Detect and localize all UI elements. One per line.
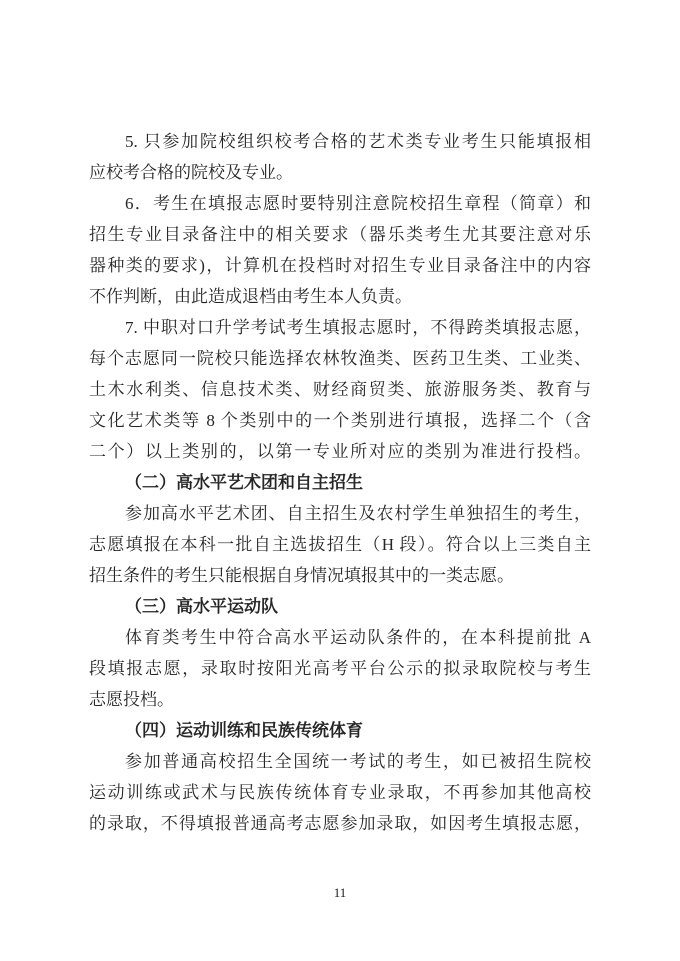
paragraph-line: 文化艺术类等 8 个类别中的一个类别进行填报，选择二个（含 [89,411,591,430]
paragraph-line: 7. 中职对口升学考试考生填报志愿时，不得跨类填报志愿， [125,318,591,337]
paragraph-line: 段填报志愿，录取时按阳光高考平台公示的拟录取院校与考生 [89,659,591,678]
paragraph-line: 不作判断，由此造成退档由考生本人负责。 [89,287,412,306]
page-number: 11 [333,885,347,900]
paragraph-line: 二个）以上类别的，以第一专业所对应的类别为准进行投档。 [89,442,591,461]
paragraph-line: 参加高水平艺术团、自主招生及农村学生单独招生的考生， [125,504,591,523]
paragraph-line: 参加普通高校招生全国统一考试的考生，如已被招生院校 [125,752,591,771]
document-text-block [89,126,591,839]
paragraph-line: 器种类的要求)，计算机在投档时对招生专业目录备注中的内容 [89,256,591,275]
paragraph-line: 6．考生在填报志愿时要特别注意院校招生章程（简章）和 [125,194,591,213]
paragraph-line: 招生专业目录备注中的相关要求（器乐类考生尤其要注意对乐 [89,225,591,244]
paragraph-line: 土木水利类、信息技术类、财经商贸类、旅游服务类、教育与 [89,380,591,399]
paragraph-line: 招生条件的考生只能根据自身情况填报其中的一类志愿。 [89,566,514,585]
section-heading-line: （二）高水平艺术团和自主招生 [125,473,363,492]
paragraph-line: 5. 只参加院校组织校考合格的艺术类专业考生只能填报相 [125,132,591,151]
paragraph-line: 每个志愿同一院校只能选择农林牧渔类、医药卫生类、工业类、 [89,349,591,368]
paragraph-line: 运动训练或武术与民族传统体育专业录取，不再参加其他高校 [89,783,591,802]
paragraph-line: 志愿投档。 [89,690,174,709]
paragraph-line: 应校考合格的院校及专业。 [89,163,293,182]
paragraph-line: 体育类考生中符合高水平运动队条件的，在本科提前批 A [125,628,591,647]
section-heading-line: （三）高水平运动队 [125,597,278,616]
paragraph-line: 志愿填报在本科一批自主选拔招生（H 段）。符合以上三类自主 [89,535,591,554]
paragraph-line: 的录取，不得填报普通高考志愿参加录取，如因考生填报志愿， [89,814,591,833]
section-heading-line: （四）运动训练和民族传统体育 [125,721,363,740]
